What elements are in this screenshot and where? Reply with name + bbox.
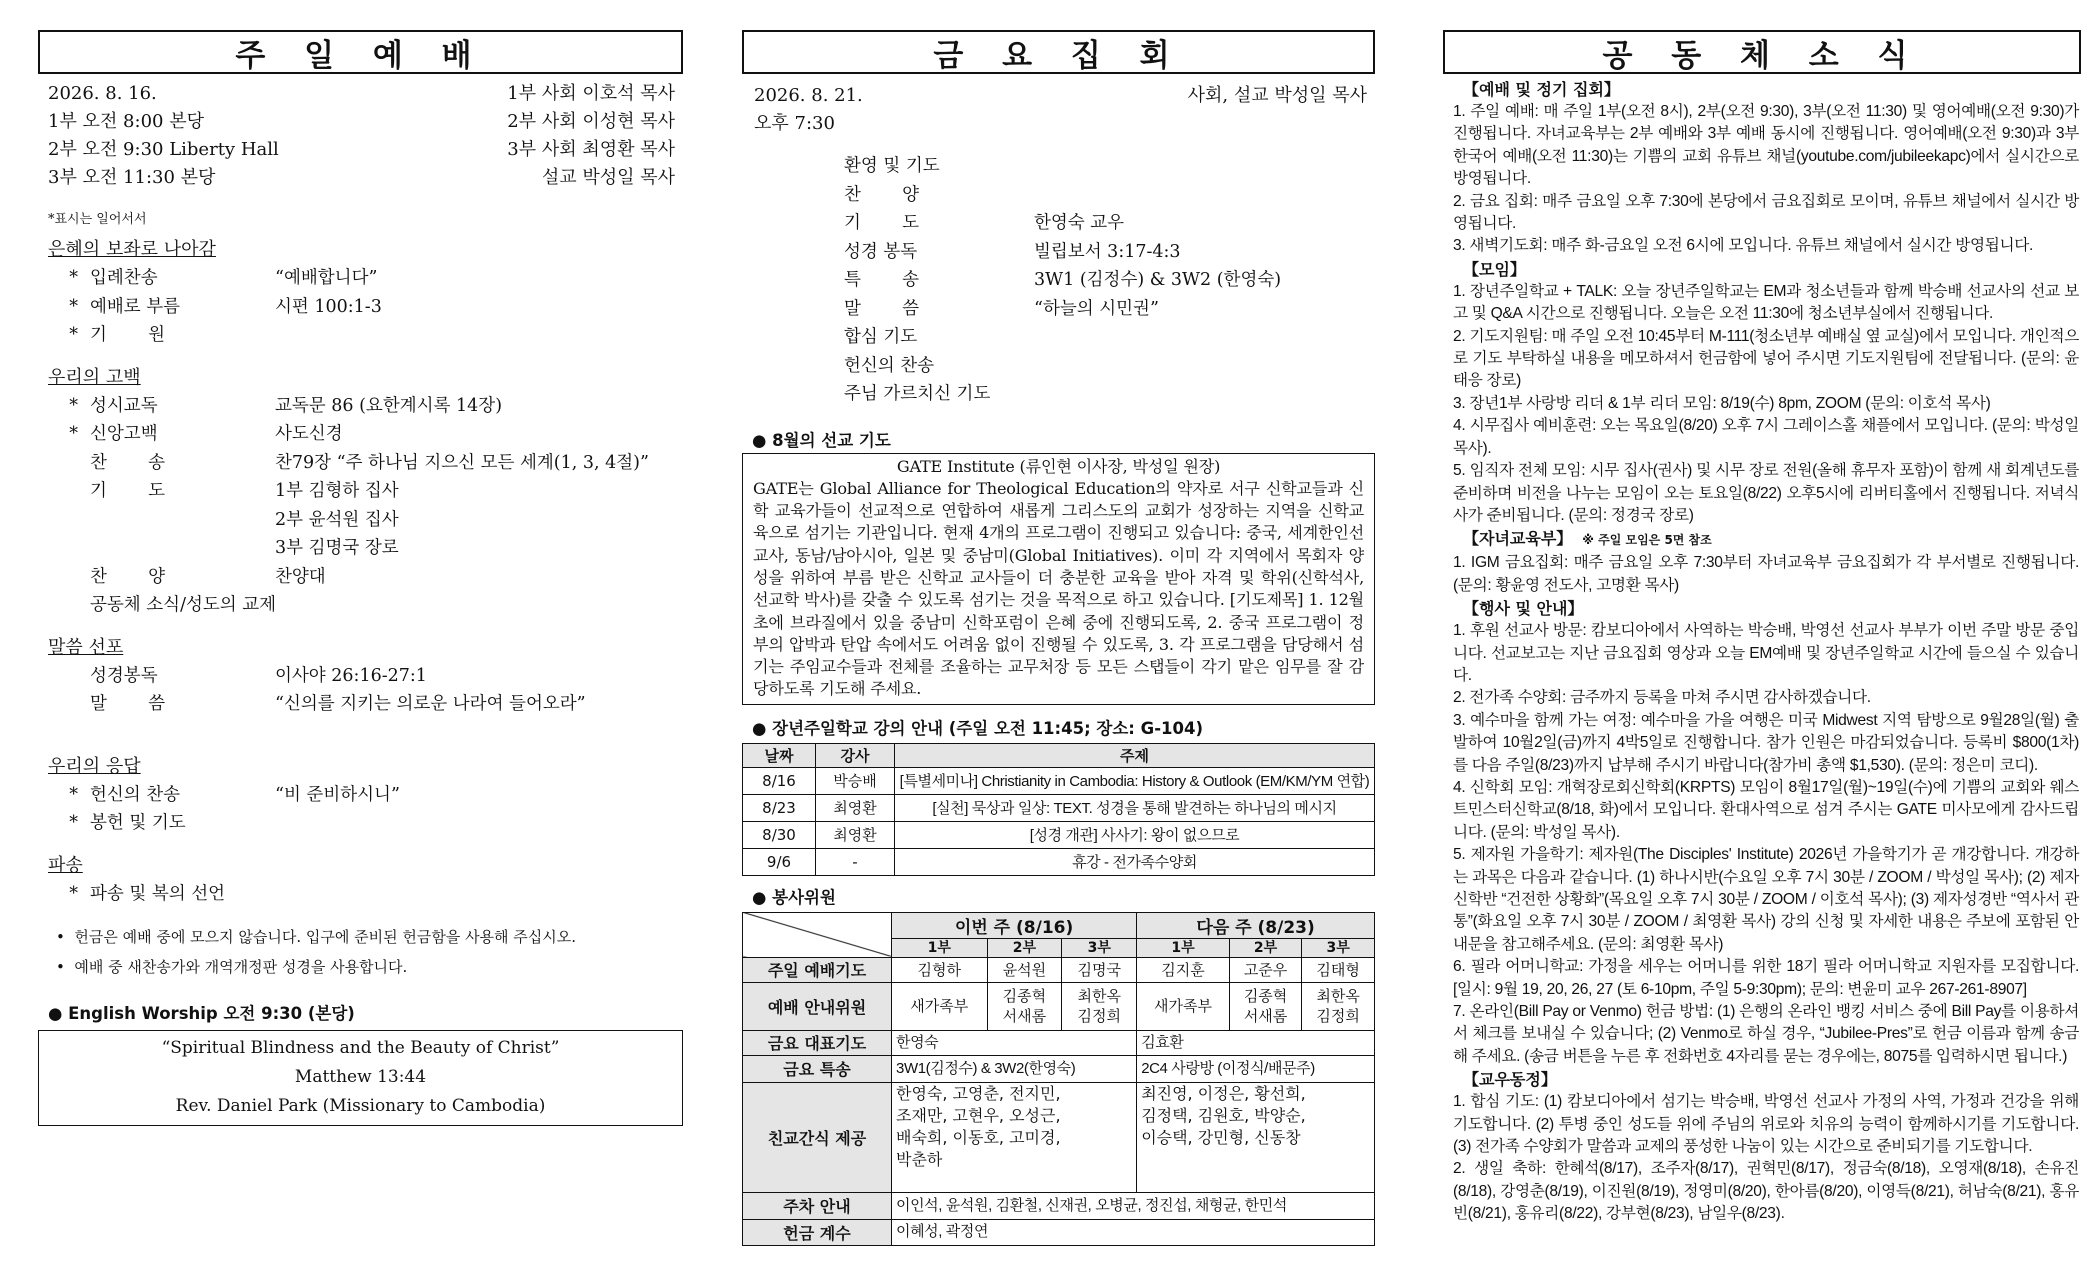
volunteer-names: 김형하 — [892, 957, 988, 982]
table-row — [743, 1192, 1375, 1219]
mission-prayer-subtitle: GATE Institute (류인현 이사장, 박성일 원장) — [896, 456, 1221, 476]
item-name-char: 찬 — [90, 452, 107, 473]
stand-mark — [48, 662, 90, 691]
item-detail: 3W1 (김정수) & 3W2 (한영숙) — [1034, 270, 1282, 290]
table-row — [743, 848, 1375, 875]
item-name: 성경 봉독 — [844, 241, 918, 262]
section-heading: 우리의 고백 — [48, 366, 141, 388]
item-name-spread — [844, 295, 919, 324]
item-detail: 2부 윤석원 집사 — [275, 509, 399, 530]
worship-item — [48, 880, 683, 909]
lecture-date: 8/23 — [743, 794, 816, 821]
worship-item — [48, 781, 683, 810]
stand-mark: * — [69, 883, 78, 904]
community-news-column — [1443, 30, 2081, 1226]
item-name-spread — [90, 449, 165, 478]
item-detail: “신의를 지키는 의로운 나라여 들어오라” — [275, 694, 586, 714]
english-preacher: Rev. Daniel Park (Missionary to Cambodia) — [175, 1096, 546, 1116]
sunday-worship-title: 주 일 예 배 — [38, 30, 683, 74]
stand-mark — [48, 506, 90, 535]
part-header: 3부 — [1062, 938, 1137, 957]
duty-label: 금요 대표기도 — [743, 1030, 892, 1055]
lecture-date: 8/16 — [743, 767, 816, 794]
english-worship-heading: ● English Worship 오전 9:30 (본당) — [48, 1004, 355, 1023]
worship-item — [48, 563, 683, 592]
item-name — [90, 534, 265, 563]
stand-mark — [48, 534, 90, 563]
item-name: 성경봉독 — [90, 665, 158, 686]
worship-section — [48, 634, 683, 719]
volunteer-names: 3W1(김정수) & 3W2(한영숙) — [892, 1055, 1137, 1082]
stand-mark: * — [69, 784, 78, 805]
news-category-title: 【행사 및 안내】 — [1463, 599, 1584, 619]
news-item: 5. 제자원 가을학기: 제자원(The Disciples' Institute) 2026년 가을학기가 곧 개강합니다. 개강하는 과목은 다음과 같습니다. (1) 하나시반(수요일 오후 7시 30분 / ZOOM / 박성일 목사); (2) 제자신학반 “건전한 상황화”(목요일 오후 7시 30분 / ZOOM / 이호석 목사); (3) 제자성경반 “역사서 관통”(화요일 오후 7시 30분 / ZOOM / 최영환 목사) 강의 신청 및 자세한 내용은 주보에 포함된 안내문을 참고해주세요. (문의: 최영환 목사) — [1453, 846, 2079, 953]
volunteer-names: 이인석, 윤석원, 김환철, 신재권, 오병균, 정진섭, 채형균, 한민석 — [892, 1192, 1375, 1219]
item-name-char: 말 — [844, 298, 861, 319]
lecture-date: 8/30 — [743, 821, 816, 848]
table-row — [743, 794, 1375, 821]
item-name-spread — [90, 690, 165, 719]
item-detail: 사도신경 — [275, 424, 343, 444]
item-name-char: 기 — [90, 481, 107, 501]
service-3: 3부 오전 11:30 본당 — [48, 167, 216, 188]
item-name: 헌신의 찬송 — [844, 355, 935, 376]
item-detail: 한영숙 교우 — [1034, 213, 1125, 233]
friday-header — [742, 82, 1375, 142]
lecture-topic: 휴강 - 전가족수양회 — [895, 848, 1375, 875]
volunteer-names: 윤석원 — [987, 957, 1062, 982]
section-heading: 은혜의 보좌로 나아감 — [48, 239, 216, 260]
item-name-char: 도 — [902, 213, 919, 233]
volunteer-names: 최한옥 김정희 — [1302, 982, 1375, 1030]
news-item: 1. 후원 선교사 방문: 캄보디아에서 사역하는 박승배, 박영선 선교사 부부가 이번 주말 방문 중입니다. 선교보고는 지난 금요집회 영상과 오늘 EM예배 및 장년주일학교 시간에 들으실 수 있습니다. — [1453, 622, 2079, 684]
english-sermon-title: “Spiritual Blindness and the Beauty of Christ” — [161, 1038, 560, 1058]
volunteer-names: 최한옥 김정희 — [1062, 982, 1137, 1030]
part-header: 1부 — [1137, 938, 1230, 957]
news-item: 2. 금요 집회: 매주 금요일 오후 7:30에 본당에서 금요집회로 모이며, 유튜브 채널에서 실시간 방영됩니다. — [1453, 192, 2079, 233]
worship-item — [48, 690, 683, 719]
friday-service-title: 금 요 집 회 — [742, 30, 1375, 74]
worship-section — [48, 364, 683, 620]
lecture-col-teacher: 강사 — [816, 743, 895, 767]
leader-1: 1부 사회 이호석 목사 — [507, 83, 675, 104]
table-row — [743, 767, 1375, 794]
worship-item — [48, 321, 683, 350]
item-name — [844, 266, 1034, 295]
volunteer-names: 김효환 — [1137, 1030, 1375, 1055]
worship-item — [48, 534, 683, 563]
worship-item — [48, 506, 683, 535]
lecture-heading: ● 장년주일학교 강의 안내 (주일 오전 11:45; 장소: G-104) — [752, 718, 1204, 738]
item-name-spread — [844, 266, 919, 295]
news-item: 5. 임직자 전체 모임: 시무 집사(권사) 및 시무 장로 전원(올해 휴무자 포함)이 함께 새 회계년도를 준비하며 비전을 나누는 모임이 오는 토요일(8/22) 오후5시에 리버티홀에서 진행됩니다. 저녁식사가 준비됩니다. (문의: 정경국 장로) — [1453, 462, 2079, 524]
mission-prayer-heading: ● 8월의 선교 기도 — [752, 430, 891, 450]
volunteer-names: 김종혁 서새롬 — [987, 982, 1062, 1030]
item-name-char: 도 — [148, 481, 165, 501]
stand-mark — [48, 690, 90, 719]
friday-order-item — [844, 266, 1375, 295]
stand-mark: * — [69, 268, 78, 288]
lecture-date: 9/6 — [743, 848, 816, 875]
worship-item — [48, 293, 683, 322]
news-category-title: 【예배 및 정기 집회】 — [1463, 80, 1620, 99]
worship-notes — [56, 922, 683, 982]
leader-2: 2부 사회 이성현 목사 — [507, 111, 675, 132]
next-week-header: 다음 주 (8/23) — [1137, 912, 1375, 938]
lecture-col-date: 날짜 — [743, 743, 816, 767]
news-category-title: 【자녀교육부】 — [1463, 529, 1573, 549]
news-category-heading — [1463, 597, 2079, 620]
worship-item — [48, 420, 683, 449]
table-row — [743, 821, 1375, 848]
news-category-heading — [1463, 527, 2079, 552]
item-detail: “예배합니다” — [275, 268, 378, 288]
news-category-heading — [1463, 258, 2079, 281]
mission-prayer-body: GATE는 Global Alliance for Theological Education의 약자로 서구 신학교들과 신학 교육가들이 선교적으로 연합하여 새롭게 그리스도의 교회가 성장하는 지역을 신학교육으로 섬기는 기관입니다. 현재 4개의 프로그램이 진행되고 있습니다: 중국, 세계한인선교사, 동남/남아시아, 일본 및 중남미(Global Initiatives). 이미 각 지역에서 목회자 양성을 위하여 부름 받은 신학교 교사들이 더 충분한 교육을 받아 자격 및 학위(신학석사, 선교학 박사)를 갖출 수 있도록 섬기는 것을 목적으로 하고 있습니다. [기도제목] 1. 12월 초에 브라질에서 있을 중남미 신학포럼이 은혜 중에 진행되도록, 2. 중국 프로그램이 정부의 압박과 탄압 속에서도 어려움 없이 진행될 수 있도록, 3. 각 프로그램을 담당해서 섬기는 주임교수들과 전체를 조율하는 교무처장 등 모든 스탭들이 각기 맡은 임무를 잘 감당하도록 기도해 주세요. — [753, 478, 1364, 699]
item-name-spread — [90, 477, 165, 506]
news-item: 6. 필라 어머니학교: 가정을 세우는 어머니를 위한 18기 필라 어머니학교 지원자를 모집합니다. [일시: 9월 19, 20, 26, 27 (토 6-10pm, 주일 5-9:30pm); 문의: 변윤미 교우 267-261-8907] — [1453, 958, 2079, 998]
part-header: 2부 — [1229, 938, 1302, 957]
item-name-char: 송 — [902, 270, 919, 290]
note-item: • 예배 중 새찬송가와 개역개정판 성경을 사용합니다. — [56, 958, 408, 976]
item-name: 입례찬송 — [90, 268, 158, 288]
friday-order — [844, 152, 1375, 409]
news-item: 2. 생일 축하: 한혜석(8/17), 조주자(8/17), 권혁민(8/17), 정금숙(8/18), 오영재(8/18), 손유진(8/18), 강영춘(8/19), 이진원(8/19), 정영미(8/20), 한아름(8/20), 이영득(8/21), 허남숙(8/21), 홍유빈(8/21), 홍유리(8/22), 강부현(8/23), 남일우(8/23). — [1453, 1160, 2079, 1223]
worship-item — [48, 477, 683, 506]
item-name-char: 씀 — [148, 694, 165, 714]
item-name: 합심 기도 — [844, 327, 918, 347]
stand-mark: * — [69, 325, 78, 345]
friday-leader: 사회, 설교 박성일 목사 — [1187, 85, 1367, 106]
item-name-char: 양 — [902, 184, 919, 205]
item-name-char: 양 — [148, 566, 165, 587]
lecture-col-topic: 주제 — [895, 743, 1375, 767]
friday-order-item — [844, 209, 1375, 238]
item-name: 주님 가르치신 기도 — [844, 384, 991, 404]
lecture-teacher: 최영환 — [816, 794, 895, 821]
worship-item — [48, 809, 683, 838]
item-name-spread — [90, 321, 165, 350]
part-header: 2부 — [987, 938, 1062, 957]
item-name-char: 찬 — [90, 566, 107, 587]
volunteer-names: 고준우 — [1229, 957, 1302, 982]
part-header: 3부 — [1302, 938, 1375, 957]
table-row — [743, 957, 1375, 982]
news-item: 1. 합심 기도: (1) 캄보디아에서 섬기는 박승배, 박영선 선교사 가정의 사역, 가정과 건강을 위해 기도합니다. (2) 투병 중인 성도들 위에 주님의 위로와 치유의 능력이 함께하시기를 기도합니다. (3) 전가족 수양회가 말씀과 교제의 풍성한 나눔이 있는 시간으로 준비되기를 기도합니다. — [1453, 1093, 2079, 1156]
worship-section — [48, 852, 683, 909]
item-name — [90, 477, 265, 506]
volunteers-table — [742, 912, 1375, 1246]
item-name-char: 송 — [148, 452, 165, 473]
duty-label: 친교간식 제공 — [743, 1082, 892, 1192]
lecture-teacher: 박승배 — [816, 767, 895, 794]
duty-label: 헌금 계수 — [743, 1219, 892, 1245]
table-row — [743, 912, 1375, 938]
item-name — [844, 295, 1034, 324]
item-name-char: 씀 — [902, 298, 919, 319]
friday-order-item — [844, 323, 1375, 352]
volunteer-names: 이혜성, 곽정연 — [892, 1219, 1375, 1245]
stand-note: *표시는 일어서서 — [48, 212, 147, 227]
item-detail: 찬양대 — [275, 566, 326, 587]
item-detail: 시편 100:1-3 — [275, 296, 382, 317]
item-name-char: 특 — [844, 270, 861, 290]
item-name: 파송 및 복의 선언 — [90, 883, 226, 904]
friday-date: 2026. 8. 21. — [754, 85, 863, 106]
lecture-teacher: - — [816, 848, 895, 875]
friday-order-item — [844, 295, 1375, 324]
table-row — [743, 1055, 1375, 1082]
stand-mark: * — [69, 813, 78, 833]
worship-item — [48, 449, 683, 478]
item-name-spread — [844, 209, 919, 238]
news-item: 7. 온라인(Bill Pay or Venmo) 헌금 방법: (1) 은행의 온라인 뱅킹 서비스 중에 Bill Pay를 이용하셔서 체크를 보내실 수 있습니다; (2) Venmo로 하실 경우, “Jubilee-Pres”로 헌금 이름과 함께 송금해 주세요. (송금 버튼을 누른 후 전화번호 4자리를 묻는 경우에는, 8075를 입력하시면 됩니다.) — [1453, 1003, 2079, 1065]
item-detail: 1부 김형하 집사 — [275, 481, 399, 501]
item-detail: “하늘의 시민권” — [1034, 298, 1159, 319]
news-item: 1. 장년주일학교 + TALK: 오늘 장년주일학교는 EM과 청소년들과 함께 박승배 선교사의 선교 보고 및 Q&A 시간으로 진행됩니다. 오늘은 오전 11:30에 청소년부실에서 진행됩니다. — [1453, 282, 2079, 323]
item-name — [90, 321, 265, 350]
news-item: 2. 기도지원팀: 매 주일 오전 10:45부터 M-111(청소년부 예배실 옆 교실)에서 모입니다. 개인적으로 기도 부탁하실 내용을 메모하셔서 헌금함에 넣어 주시면 기도지원팀에 전달됩니다. (문의: 윤태응 장로) — [1453, 327, 2079, 390]
item-name-spread — [90, 563, 165, 592]
section-heading: 우리의 응답 — [48, 755, 141, 777]
community-news-body — [1443, 78, 2081, 1226]
item-detail: 빌립보서 3:17-4:3 — [1034, 241, 1181, 262]
news-category-note: ※ 주일 모임은 5면 참조 — [1582, 533, 1712, 548]
worship-item — [48, 591, 683, 620]
this-week-header: 이번 주 (8/16) — [892, 912, 1137, 938]
friday-service-column — [742, 30, 1375, 1246]
news-item: 3. 장년1부 사랑방 리더 & 1부 리더 모임: 8/19(수) 8pm, ZOOM (문의: 이호석 목사) — [1453, 394, 1991, 412]
part-header: 1부 — [892, 938, 988, 957]
item-name: 환영 및 기도 — [844, 156, 940, 176]
item-detail: 찬79장 “주 하나님 지으신 모든 세계(1, 3, 4절)” — [275, 452, 649, 473]
volunteer-names: 새가족부 — [1137, 982, 1230, 1030]
note-item: • 헌금은 예배 중에 모으지 않습니다. 입구에 준비된 헌금함을 사용해 주십시오. — [56, 928, 577, 946]
sunday-worship-column — [38, 30, 683, 1126]
item-name — [90, 449, 265, 478]
item-name: 헌신의 찬송 — [90, 784, 181, 805]
section-heading: 파송 — [48, 854, 83, 876]
friday-order-item — [844, 152, 1375, 181]
news-category-title: 【모임】 — [1463, 259, 1526, 279]
stand-mark — [48, 449, 90, 478]
news-item: 4. 신학회 모임: 개혁장로회신학회(KRPTS) 모임이 8월17일(월)~19일(수)에 기쁨의 교회와 웨스트민스터신학교(8/18, 화)에서 모입니다. 환대사역으로 섬겨 주시는 GATE 미사모에게 감사드립니다. (문의: 박성일 목사). — [1453, 778, 2079, 841]
stand-mark — [48, 563, 90, 592]
lecture-table — [742, 743, 1375, 876]
section-heading: 말씀 선포 — [48, 636, 124, 658]
lecture-teacher: 최영환 — [816, 821, 895, 848]
order-of-worship — [48, 236, 683, 908]
leader-3: 3부 사회 최영환 목사 — [507, 139, 675, 160]
item-name: 봉헌 및 기도 — [90, 813, 186, 833]
service-2: 2부 오전 9:30 Liberty Hall — [48, 139, 279, 160]
mission-prayer-box — [742, 453, 1375, 705]
item-detail: 교독문 86 (요한계시록 14장) — [275, 395, 503, 416]
item-name — [90, 506, 265, 535]
item-name-char: 찬 — [844, 184, 861, 205]
lecture-topic: [특별세미나] Christianity in Cambodia: History & Outlook (EM/KM/YM 연합) — [895, 767, 1375, 794]
lecture-topic: [성경 개관] 사사기: 왕이 없으므로 — [895, 821, 1375, 848]
news-category-heading — [1463, 1068, 2079, 1091]
volunteer-names: 김지훈 — [1137, 957, 1230, 982]
table-row — [743, 1219, 1375, 1245]
duty-label: 예배 안내위원 — [743, 982, 892, 1030]
duty-label: 주차 안내 — [743, 1192, 892, 1219]
table-row — [743, 1082, 1375, 1192]
news-item: 3. 예수마을 함께 가는 여정: 예수마을 가을 여행은 미국 Midwest 지역 탐방으로 9월28일(월) 출발하여 10월2일(금)까지 4박5일로 진행합니다. 참가 인원은 마감되었습니다. 등록비 $800(1차)를 다음 주일(8/23)까지 납부해 주시기 바랍니다(참가비 총액 $1,530). (문의: 정은미 코디). — [1453, 711, 2079, 774]
worship-item — [48, 662, 683, 691]
volunteer-names: 김종혁 서새롬 — [1229, 982, 1302, 1030]
worship-item — [48, 392, 683, 421]
english-worship-box — [38, 1030, 683, 1126]
volunteer-names: 2C4 사랑방 (이정식/배문주) — [1137, 1055, 1375, 1082]
item-name: 신앙고백 — [90, 424, 158, 444]
preacher: 설교 박성일 목사 — [541, 167, 675, 188]
item-name — [844, 181, 1034, 210]
volunteer-names: 새가족부 — [892, 982, 988, 1030]
item-name — [90, 563, 265, 592]
english-scripture: Matthew 13:44 — [294, 1067, 427, 1087]
duty-label: 주일 예배기도 — [743, 957, 892, 982]
stand-mark: * — [69, 395, 78, 416]
item-name-char: 원 — [148, 325, 165, 345]
friday-order-item — [844, 181, 1375, 210]
stand-mark — [48, 591, 90, 620]
volunteer-names: 한영숙, 고영춘, 전지민, 조재만, 고현우, 오성근, 배숙희, 이동호, 고미경, 박춘하 — [892, 1082, 1137, 1192]
news-item: 3. 새벽기도회: 매주 화-금요일 오전 6시에 모입니다. 유튜브 채널에서 실시간 방영됩니다. — [1453, 237, 2034, 255]
news-category-heading — [1463, 78, 2079, 101]
news-item: 1. IGM 금요집회: 매주 금요일 오후 7:30부터 자녀교육부 금요집회가 각 부서별로 진행됩니다. (문의: 황윤영 전도사, 고명환 목사) — [1453, 554, 2079, 594]
sunday-header — [38, 80, 683, 210]
sunday-date: 2026. 8. 16. — [48, 83, 157, 104]
volunteer-names: 최진영, 이정은, 황선희, 김정택, 김원호, 박양순, 이승택, 강민형, 신동창 — [1137, 1082, 1375, 1192]
item-name: 공동체 소식/성도의 교제 — [90, 595, 277, 615]
item-name-spread — [844, 181, 919, 210]
volunteers-heading: ● 봉사위원 — [752, 887, 836, 907]
stand-mark: * — [69, 296, 78, 317]
item-detail: “비 준비하시니” — [275, 784, 400, 805]
news-item: 4. 시무집사 예비훈련: 오는 목요일(8/20) 오후 7시 그레이스홀 채플에서 모입니다. (문의: 박성일 목사). — [1453, 417, 2079, 457]
table-row — [743, 982, 1375, 1030]
item-name: 예배로 부름 — [90, 296, 181, 317]
volunteer-names: 김명국 — [1062, 957, 1137, 982]
stand-mark: * — [69, 424, 78, 444]
table-row — [743, 1030, 1375, 1055]
community-news-title: 공 동 체 소 식 — [1443, 30, 2081, 74]
news-category-title: 【교우동정】 — [1463, 1070, 1557, 1090]
friday-order-item — [844, 352, 1375, 381]
friday-order-item — [844, 380, 1375, 409]
friday-time: 오후 7:30 — [754, 113, 835, 134]
worship-item — [48, 264, 683, 293]
service-1: 1부 오전 8:00 본당 — [48, 111, 204, 132]
news-item: 2. 전가족 수양회: 금주까지 등록을 마쳐 주시면 감사하겠습니다. — [1453, 689, 1871, 707]
volunteer-names: 한영숙 — [892, 1030, 1137, 1055]
item-name-char: 말 — [90, 694, 107, 714]
volunteer-names: 김태형 — [1302, 957, 1375, 982]
stand-mark — [48, 477, 90, 506]
news-item: 1. 주일 예배: 매 주일 1부(오전 8시), 2부(오전 9:30), 3부(오전 11:30) 및 영어예배(오전 9:30)가 진행됩니다. 자녀교육부는 2부 예배와 3부 예배 동시에 진행됩니다. 영어예배(오전 9:30)과 3부 한국어 예배(오전 11:30)는 기쁨의 교회 유튜브 채널(youtube.com/jubileekapc)에서 실시간으로 방영됩니다. — [1453, 103, 2079, 188]
duty-label: 금요 특송 — [743, 1055, 892, 1082]
item-name-char: 기 — [90, 325, 107, 345]
item-name — [90, 690, 265, 719]
item-detail: 3부 김명국 장로 — [275, 538, 399, 558]
diagonal-header-cell — [743, 912, 892, 957]
lecture-topic: [실천] 묵상과 일상: TEXT. 성경을 통해 발견하는 하나님의 메시지 — [895, 794, 1375, 821]
item-name-char: 기 — [844, 213, 861, 233]
item-name — [844, 209, 1034, 238]
worship-section — [48, 753, 683, 838]
item-name: 성시교독 — [90, 395, 158, 416]
item-detail: 이사야 26:16-27:1 — [275, 665, 427, 686]
friday-order-item — [844, 238, 1375, 267]
worship-section — [48, 236, 683, 350]
